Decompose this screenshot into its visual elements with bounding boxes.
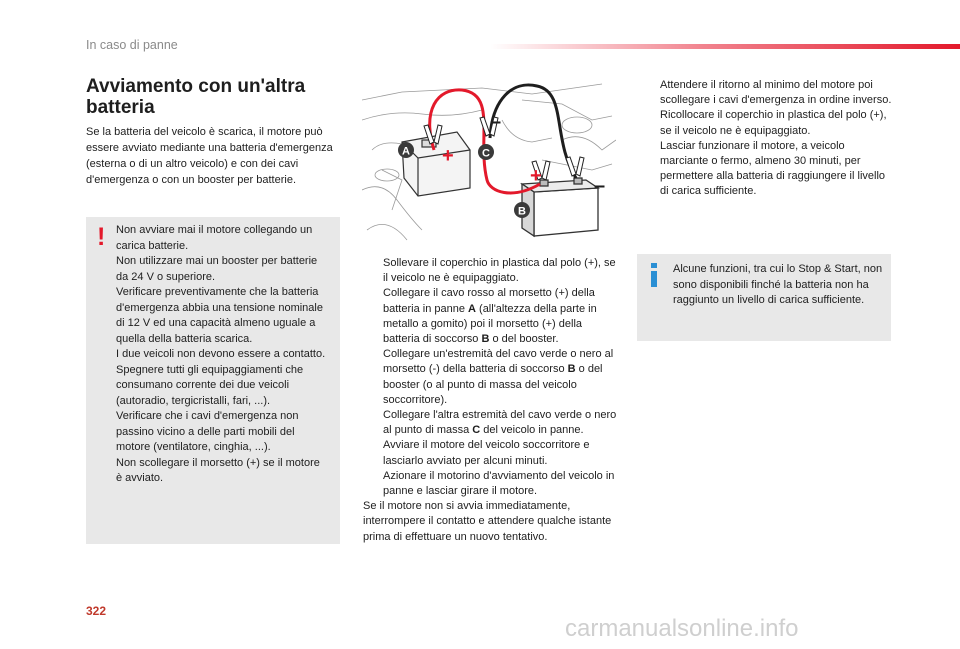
- step-item: Collegare il cavo rosso al morsetto (+) della batteria in panne A (all'altezza della parte in metallo a gomito) poi il morsetto (+) della batteria di soccorso B o del booster.: [383, 287, 597, 346]
- warning-line: I due veicoli non devono essere a contatto.: [116, 348, 326, 360]
- warning-line: Spegnere tutti gli equipaggiamenti che consumano corrente dei due veicoli (autoradio, tergicristalli, fari, ...).: [116, 363, 304, 407]
- warning-line: Non utilizzare mai un booster per batterie da 24 V o superiore.: [116, 255, 318, 283]
- plus-sign-dead: +: [442, 145, 454, 167]
- section-title: Avviamento con un'altra batteria: [86, 76, 306, 118]
- watermark: carmanualsonline.info: [565, 615, 799, 642]
- minus-sign-ground: –: [490, 111, 502, 133]
- info-box: [637, 254, 891, 341]
- page-number: 322: [86, 604, 107, 618]
- right-steps-column: [640, 78, 892, 200]
- step-item: Avviare il motore del veicolo soccorritore e lasciarlo avviato per alcuni minuti.: [383, 439, 590, 467]
- header-title: In caso di panne: [86, 38, 178, 52]
- step-item: Azionare il motorino d'avviamento del veicolo in panne e lasciar girare il motore.: [383, 469, 615, 498]
- step-item: Sollevare il coperchio in plastica dal polo (+), se il veicolo ne è equipaggiato.: [383, 257, 616, 285]
- step-item: Collegare un'estremità del cavo verde o nero al morsetto (-) della batteria di soccorso B o del booster (o al punto di massa del veicolo soccorritore).: [383, 348, 614, 406]
- minus-sign-rescue: –: [594, 175, 606, 197]
- steps-note: Se il motore non si avvia immediatamente, interrompere il contatto e attendere qualche istante prima di effettuare un nuovo tentativo.: [363, 500, 612, 543]
- plus-sign-rescue: +: [530, 165, 542, 187]
- warning-box: [86, 217, 340, 544]
- warning-line: Non avviare mai il motore collegando un carica batterie.: [116, 224, 313, 252]
- info-text: Alcune funzioni, tra cui lo Stop & Start, non sono disponibili finché la batteria non ha raggiunto un livello di carica sufficiente.: [673, 263, 883, 306]
- warning-exclamation-icon: !: [97, 223, 106, 251]
- steps-column: [363, 256, 621, 545]
- step-item: Ricollocare il coperchio in plastica del polo (+), se il veicolo ne è equipaggiato.: [660, 109, 887, 137]
- warning-line: Verificare che i cavi d'emergenza non passino vicino a delle parti mobili del motore (ventilatore, cinghia, ...).: [116, 410, 299, 453]
- label-a: A: [402, 145, 410, 158]
- warning-text: [116, 223, 328, 487]
- label-b: B: [518, 205, 526, 218]
- warning-line: Non scollegare il morsetto (+) se il motore è avviato.: [116, 456, 320, 484]
- header-accent-line: [490, 44, 960, 49]
- info-icon: [650, 263, 658, 287]
- label-c: C: [482, 147, 490, 160]
- warning-line: Verificare preventivamente che la batteria d'emergenza abbia una tensione nominale di 12 V ed una capacità almeno uguale a quella della batteria scarica.: [116, 286, 323, 345]
- intro-paragraph: Se la batteria del veicolo è scarica, il motore può essere avviato mediante una batteria d'emergenza (esterna o di un altro veicolo) e con dei cavi d'emergenza o con un booster per batterie.: [86, 126, 333, 186]
- step-item: Attendere il ritorno al minimo del motore poi scollegare i cavi d'emergenza in ordine inverso.: [660, 79, 892, 107]
- step-item: Lasciar funzionare il motore, a veicolo marciante o fermo, almeno 30 minuti, per permettere alla batteria di raggiungere il livello di carica sufficiente.: [660, 139, 886, 198]
- jump-start-illustration: [362, 80, 616, 250]
- step-item: Collegare l'altra estremità del cavo verde o nero al punto di massa C del veicolo in panne.: [383, 409, 617, 437]
